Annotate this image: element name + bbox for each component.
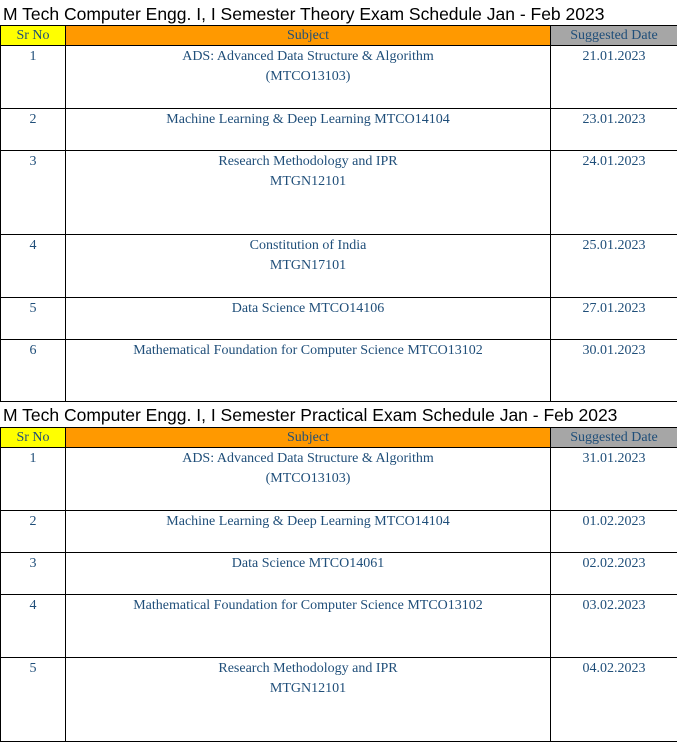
sr-no-cell: 4 — [1, 235, 66, 298]
subject-header: Subject — [66, 428, 551, 448]
sr-no-cell: 5 — [1, 298, 66, 340]
table-row — [1, 151, 677, 235]
subject-cell — [66, 298, 551, 340]
subject-line: ADS: Advanced Data Structure & Algorithm — [182, 49, 434, 64]
subject-line: Data Science MTCO14106 — [231, 301, 385, 316]
date-cell: 02.02.2023 — [551, 553, 677, 595]
subject-code-line: MTGN12101 — [269, 174, 347, 189]
date-cell: 31.01.2023 — [551, 448, 677, 511]
table-row — [1, 448, 677, 511]
table-row — [1, 595, 677, 658]
subject-line: Constitution of India — [249, 238, 367, 253]
header-row — [1, 428, 677, 448]
table-row — [1, 109, 677, 151]
subject-cell — [66, 658, 551, 742]
subject-cell — [66, 46, 551, 109]
date-cell: 21.01.2023 — [551, 46, 677, 109]
table-row — [1, 235, 677, 298]
date-cell: 27.01.2023 — [551, 298, 677, 340]
sr-no-cell: 2 — [1, 109, 66, 151]
header-row — [1, 26, 677, 46]
sr-no-cell: 2 — [1, 511, 66, 553]
subject-line: Data Science MTCO14061 — [231, 556, 385, 571]
sr-no-cell: 1 — [1, 46, 66, 109]
subject-code-line: (MTCO13103) — [265, 69, 351, 84]
sr-no-cell: 5 — [1, 658, 66, 742]
subject-line: Research Methodology and IPR — [218, 154, 398, 169]
subject-cell — [66, 151, 551, 235]
subject-cell — [66, 109, 551, 151]
subject-cell — [66, 340, 551, 402]
subject-code-line: MTGN17101 — [269, 258, 347, 273]
sr-no-header: Sr No — [1, 428, 66, 448]
sr-no-cell: 1 — [1, 448, 66, 511]
table-row — [1, 658, 677, 742]
table-row — [1, 298, 677, 340]
subject-cell — [66, 553, 551, 595]
subject-line: Mathematical Foundation for Computer Science MTCO13102 — [133, 598, 483, 613]
sr-no-header: Sr No — [1, 26, 66, 46]
table-row — [1, 340, 677, 402]
date-cell: 24.01.2023 — [551, 151, 677, 235]
theory-schedule-table — [0, 25, 677, 402]
practical-schedule-title: M Tech Computer Engg. I, I Semester Practical Exam Schedule Jan - Feb 2023 — [3, 405, 618, 425]
subject-code-line: MTGN12101 — [269, 681, 347, 696]
sr-no-cell: 6 — [1, 340, 66, 402]
subject-cell — [66, 511, 551, 553]
sr-no-cell: 4 — [1, 595, 66, 658]
practical-schedule-table — [0, 427, 677, 742]
sr-no-cell: 3 — [1, 553, 66, 595]
date-cell: 04.02.2023 — [551, 658, 677, 742]
date-cell: 25.01.2023 — [551, 235, 677, 298]
subject-code-line: (MTCO13103) — [265, 471, 351, 486]
theory-schedule-title: M Tech Computer Engg. I, I Semester Theory Exam Schedule Jan - Feb 2023 — [3, 4, 605, 24]
date-cell: 01.02.2023 — [551, 511, 677, 553]
date-cell: 30.01.2023 — [551, 340, 677, 402]
subject-line: Machine Learning & Deep Learning MTCO14104 — [166, 112, 450, 127]
suggested-date-header: Suggested Date — [551, 26, 677, 46]
date-cell: 23.01.2023 — [551, 109, 677, 151]
table-row — [1, 511, 677, 553]
subject-header: Subject — [66, 26, 551, 46]
subject-cell — [66, 595, 551, 658]
sr-no-cell: 3 — [1, 151, 66, 235]
subject-cell — [66, 235, 551, 298]
subject-cell — [66, 448, 551, 511]
table-row — [1, 46, 677, 109]
subject-line: Research Methodology and IPR — [218, 661, 398, 676]
table-row — [1, 553, 677, 595]
subject-line: Mathematical Foundation for Computer Science MTCO13102 — [133, 343, 483, 358]
date-cell: 03.02.2023 — [551, 595, 677, 658]
subject-line: Machine Learning & Deep Learning MTCO14104 — [166, 514, 450, 529]
subject-line: ADS: Advanced Data Structure & Algorithm — [182, 451, 434, 466]
suggested-date-header: Suggested Date — [551, 428, 677, 448]
